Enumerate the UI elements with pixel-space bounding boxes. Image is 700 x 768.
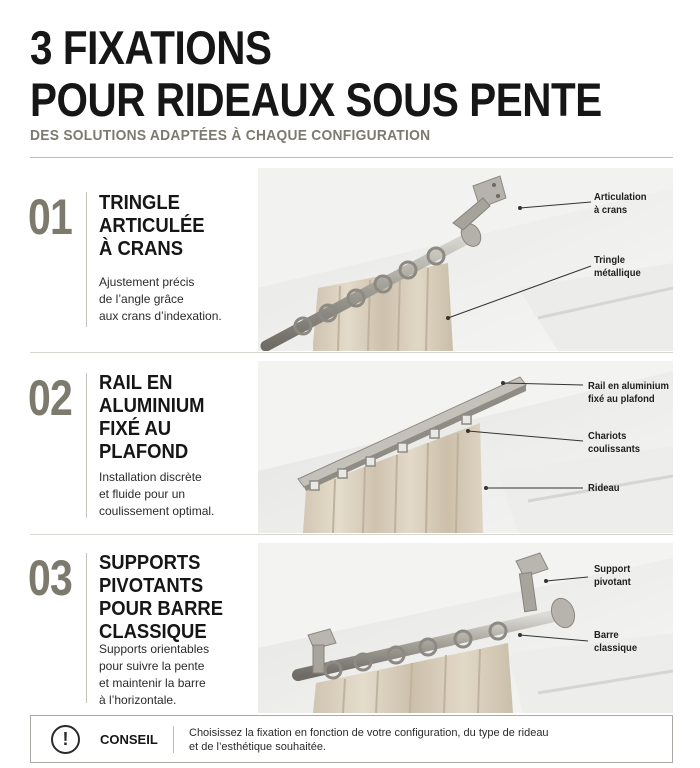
callout-line: à crans [594,204,628,216]
section-3-title-line: CLASSIQUE [99,620,207,643]
callout-line: Support [594,563,631,575]
section-2-title-line: FIXÉ AU [99,417,172,440]
section-1-number: 01 [28,189,72,245]
section-2-title-line: PLAFOND [99,440,189,463]
section-2-title-line: ALUMINIUM [99,394,205,417]
section-3-number: 03 [28,550,72,606]
callout-line: Articulation [594,191,647,203]
description-line: à l’horizontale. [99,693,177,707]
section-3-title-line: POUR BARRE [99,597,224,620]
section-2-title [99,371,243,463]
page-subtitle: DES SOLUTIONS ADAPTÉES À CHAQUE CONFIGURATION [30,127,431,144]
description-line: et fluide pour un [99,487,186,501]
section-1-description [99,274,249,325]
tip-text-line: Choisissez la fixation en fonction de votre configuration, du type de rideau [189,727,549,739]
page-title-line-1: 3 FIXATIONS [30,21,272,74]
callout-line: Chariots [588,430,627,442]
callout-articulation [594,191,647,217]
callout-line: coulissants [588,443,641,455]
callout-line: Rideau [588,482,620,494]
header-divider [30,157,673,158]
tip-divider [173,726,174,753]
section-separator [30,352,673,353]
description-line: coulissement optimal. [99,504,215,518]
tip-text-line: et de l’esthétique souhaitée. [189,741,326,753]
callout-line: classique [594,642,638,654]
page-title-line-2: POUR RIDEAUX SOUS PENTE [30,73,602,126]
section-3-title-line: SUPPORTS [99,551,201,574]
callout-line: pivotant [594,576,631,588]
section-3-title [99,551,243,643]
callout-rideau [588,482,620,495]
section-2-divider [86,373,87,518]
callout-line: Tringle [594,254,625,266]
page-title [30,21,602,126]
callout-rail [588,380,669,406]
tip-text [189,726,549,754]
section-1-title-line: À CRANS [99,237,184,260]
callout-line: métallique [594,267,641,279]
section-1-title-line: TRINGLE [99,191,180,214]
section-2-title-line: RAIL EN [99,371,173,394]
exclamation-icon: ! [51,725,80,754]
section-2-number: 02 [28,370,72,426]
callout-line: Rail en aluminium [588,380,669,392]
section-3-title-line: PIVOTANTS [99,574,204,597]
callout-line: Barre [594,629,619,641]
callout-support [594,563,631,589]
tip-box [30,715,673,763]
tip-label: CONSEIL [100,732,158,747]
description-line: pour suivre la pente [99,659,205,673]
callout-chariots [588,430,640,456]
description-line: de l’angle grâce [99,292,184,306]
callout-barre [594,629,637,655]
description-line: et maintenir la barre [99,676,206,690]
section-2-description [99,469,249,520]
section-1-title-line: ARTICULÉE [99,214,205,237]
description-line: Installation discrète [99,470,202,484]
section-1-title [99,191,243,260]
section-3-description [99,641,249,709]
description-line: Supports orientables [99,642,210,656]
section-separator [30,534,673,535]
description-line: aux crans d’indexation. [99,309,222,323]
section-1-divider [86,192,87,327]
callout-line: fixé au plafond [588,393,655,405]
description-line: Ajustement précis [99,275,195,289]
callout-tringle [594,254,641,280]
section-3-divider [86,553,87,703]
